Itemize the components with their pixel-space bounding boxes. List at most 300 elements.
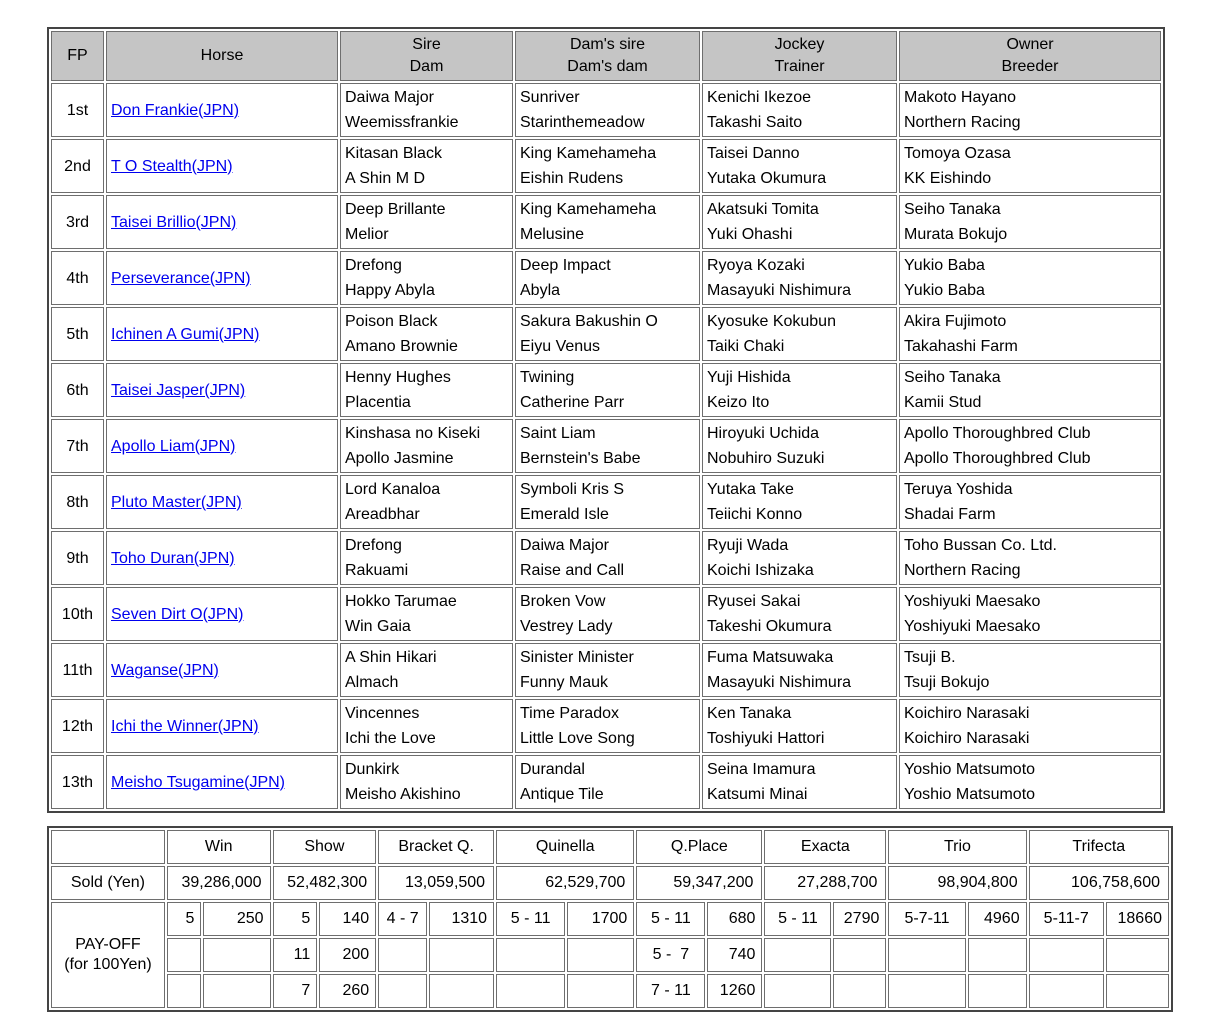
- trifecta-payoff-cell: [1106, 938, 1169, 972]
- jockey-trainer-cell: [702, 531, 897, 585]
- dams-dam-name: Little Love Song: [520, 730, 635, 747]
- bracket-quinella-payoff-cell: 1310: [429, 902, 494, 936]
- horse-cell: [106, 755, 338, 809]
- owner-name: Yoshiyuki Maesako: [904, 593, 1041, 610]
- sire-name: Henny Hughes: [345, 369, 451, 386]
- owner-name: Seiho Tanaka: [904, 201, 1001, 218]
- jockey-trainer-cell: [702, 363, 897, 417]
- jockey-name: Fuma Matsuwaka: [707, 649, 834, 666]
- quinella-place-combo-cell: 5 - 11: [636, 902, 705, 936]
- bracket-quinella-combo-cell: [378, 974, 427, 1008]
- payoff-label-line2: (for 100Yen): [64, 956, 152, 973]
- sire-name: Drefong: [345, 257, 402, 274]
- jockey-trainer-cell: [702, 643, 897, 697]
- dams-sire-name: Daiwa Major: [520, 537, 609, 554]
- jockey-trainer-cell: [702, 587, 897, 641]
- horse-link[interactable]: Meisho Tsugamine(JPN): [111, 773, 285, 791]
- dams-sire-dams-dam-cell: [515, 307, 700, 361]
- sire-name: Lord Kanaloa: [345, 481, 441, 498]
- header-trio: Trio: [888, 830, 1026, 864]
- sold-row: [51, 866, 1169, 900]
- exacta-combo-cell: 5 - 11: [764, 902, 831, 936]
- trainer-name: Katsumi Minai: [707, 786, 808, 803]
- owner-breeder-cell: [899, 195, 1161, 249]
- trifecta-payoff-cell: 18660: [1106, 902, 1169, 936]
- sold-trio: 98,904,800: [888, 866, 1026, 900]
- jockey-name: Kyosuke Kokubun: [707, 313, 836, 330]
- dam-name: Placentia: [345, 394, 411, 411]
- dams-dam-name: Emerald Isle: [520, 506, 609, 523]
- dams-sire-dams-dam-cell: [515, 587, 700, 641]
- header-quinella: Quinella: [496, 830, 634, 864]
- payoff-row-3: [51, 974, 1169, 1008]
- payoff-corner-cell: [51, 830, 165, 864]
- dams-sire-dams-dam-cell: [515, 363, 700, 417]
- header-horse: Horse: [106, 31, 338, 81]
- finish-position: 1st: [51, 83, 104, 137]
- owner-breeder-cell: [899, 83, 1161, 137]
- finish-position: 4th: [51, 251, 104, 305]
- horse-cell: [106, 475, 338, 529]
- quinella-combo-cell: 5 - 11: [496, 902, 565, 936]
- header-fp: FP: [51, 31, 104, 81]
- table-row: [51, 251, 1161, 305]
- sire-name: Kitasan Black: [345, 145, 442, 162]
- sire-dam-cell: [340, 475, 513, 529]
- horse-link[interactable]: Pluto Master(JPN): [111, 493, 242, 511]
- finish-position: 5th: [51, 307, 104, 361]
- header-trifecta: Trifecta: [1029, 830, 1169, 864]
- dam-name: Rakuami: [345, 562, 409, 579]
- breeder-name: Yukio Baba: [904, 282, 985, 299]
- table-row: [51, 83, 1161, 137]
- dams-sire-name: Symboli Kris S: [520, 481, 625, 498]
- show-payoff-cell: 260: [319, 974, 376, 1008]
- dams-dam-name: Antique Tile: [520, 786, 604, 803]
- owner-name: Toho Bussan Co. Ltd.: [904, 537, 1057, 554]
- table-row: [51, 587, 1161, 641]
- dam-name: Almach: [345, 674, 399, 691]
- header-dams-dam: Dam's dam: [567, 58, 648, 75]
- trainer-name: Toshiyuki Hattori: [707, 730, 825, 747]
- show-number-cell: 11: [273, 938, 318, 972]
- header-win: Win: [167, 830, 271, 864]
- exacta-payoff-cell: 2790: [833, 902, 886, 936]
- breeder-name: Shadai Farm: [904, 506, 996, 523]
- win-number-cell: [167, 974, 202, 1008]
- horse-link[interactable]: Toho Duran(JPN): [111, 549, 235, 567]
- horse-cell: [106, 699, 338, 753]
- sire-dam-cell: [340, 83, 513, 137]
- dam-name: Apollo Jasmine: [345, 450, 454, 467]
- finish-position: 10th: [51, 587, 104, 641]
- horse-cell: [106, 195, 338, 249]
- header-show: Show: [273, 830, 377, 864]
- owner-breeder-cell: [899, 699, 1161, 753]
- trainer-name: Keizo Ito: [707, 394, 770, 411]
- owner-breeder-cell: [899, 419, 1161, 473]
- owner-breeder-cell: [899, 307, 1161, 361]
- owner-breeder-cell: [899, 587, 1161, 641]
- trainer-name: Teiichi Konno: [707, 506, 803, 523]
- trainer-name: Yutaka Okumura: [707, 170, 827, 187]
- finish-position: 12th: [51, 699, 104, 753]
- table-row: [51, 643, 1161, 697]
- table-row: [51, 139, 1161, 193]
- dams-sire-name: Sakura Bakushin O: [520, 313, 658, 330]
- jockey-trainer-cell: [702, 195, 897, 249]
- finish-position: 8th: [51, 475, 104, 529]
- jockey-name: Yutaka Take: [707, 481, 794, 498]
- jockey-name: Ryusei Sakai: [707, 593, 801, 610]
- dam-name: Amano Brownie: [345, 338, 458, 355]
- quinella-place-combo-cell: 7 - 11: [636, 974, 705, 1008]
- jockey-name: Hiroyuki Uchida: [707, 425, 820, 442]
- dams-sire-name: Sinister Minister: [520, 649, 634, 666]
- horse-link[interactable]: T O Stealth(JPN): [111, 157, 233, 175]
- dams-sire-name: Twining: [520, 369, 575, 386]
- owner-breeder-cell: [899, 363, 1161, 417]
- sire-dam-cell: [340, 643, 513, 697]
- header-dam: Dam: [409, 58, 444, 75]
- table-row: [51, 419, 1161, 473]
- header-quinella-place: Q.Place: [636, 830, 762, 864]
- dams-sire-dams-dam-cell: [515, 195, 700, 249]
- dams-sire-dams-dam-cell: [515, 643, 700, 697]
- header-exacta: Exacta: [764, 830, 886, 864]
- jockey-name: Taisei Danno: [707, 145, 800, 162]
- dams-sire-dams-dam-cell: [515, 139, 700, 193]
- table-row: [51, 699, 1161, 753]
- sold-win: 39,286,000: [167, 866, 271, 900]
- owner-name: Tomoya Ozasa: [904, 145, 1011, 162]
- dams-sire-name: Deep Impact: [520, 257, 611, 274]
- trio-payoff-cell: 4960: [968, 902, 1027, 936]
- dams-sire-name: Sunriver: [520, 89, 580, 106]
- exacta-payoff-cell: [833, 938, 886, 972]
- header-owner: Owner: [1006, 36, 1054, 53]
- payoff-header-row: [51, 830, 1169, 864]
- results-table-body: [51, 83, 1161, 809]
- payoff-row-1: [51, 902, 1169, 936]
- payoff-label-line1: PAY-OFF: [75, 936, 141, 953]
- trio-payoff-cell: [968, 974, 1027, 1008]
- sire-name: Dunkirk: [345, 761, 400, 778]
- table-row: [51, 475, 1161, 529]
- trainer-name: Koichi Ishizaka: [707, 562, 814, 579]
- payoff-label: [51, 902, 165, 1008]
- sire-dam-cell: [340, 587, 513, 641]
- sold-exacta: 27,288,700: [764, 866, 886, 900]
- horse-link[interactable]: Apollo Liam(JPN): [111, 437, 236, 455]
- table-row: [51, 307, 1161, 361]
- sire-dam-cell: [340, 531, 513, 585]
- trainer-name: Yuki Ohashi: [707, 226, 793, 243]
- quinella-payoff-cell: [567, 938, 634, 972]
- trainer-name: Nobuhiro Suzuki: [707, 450, 825, 467]
- horse-link[interactable]: Ichinen A Gumi(JPN): [111, 325, 260, 343]
- dams-dam-name: Catherine Parr: [520, 394, 625, 411]
- owner-breeder-cell: [899, 643, 1161, 697]
- breeder-name: Northern Racing: [904, 562, 1021, 579]
- header-jockey: Jockey: [774, 36, 825, 53]
- quinella-place-payoff-cell: 740: [707, 938, 762, 972]
- quinella-place-combo-cell: 5 - 7: [636, 938, 705, 972]
- breeder-name: Kamii Stud: [904, 394, 982, 411]
- sold-trifecta: 106,758,600: [1029, 866, 1169, 900]
- show-number-cell: 5: [273, 902, 318, 936]
- horse-cell: [106, 531, 338, 585]
- dams-sire-dams-dam-cell: [515, 83, 700, 137]
- horse-link[interactable]: Seven Dirt O(JPN): [111, 605, 244, 623]
- header-owner-breeder: [899, 31, 1161, 81]
- bracket-quinella-combo-cell: 4 - 7: [378, 902, 427, 936]
- trainer-name: Takashi Saito: [707, 114, 803, 131]
- horse-cell: [106, 587, 338, 641]
- sire-dam-cell: [340, 195, 513, 249]
- sire-dam-cell: [340, 251, 513, 305]
- payoff-row-2: [51, 938, 1169, 972]
- trio-combo-cell: 5-7-11: [888, 902, 965, 936]
- dams-dam-name: Raise and Call: [520, 562, 625, 579]
- dams-sire-dams-dam-cell: [515, 755, 700, 809]
- show-payoff-cell: 140: [319, 902, 376, 936]
- jockey-name: Ken Tanaka: [707, 705, 792, 722]
- owner-name: Tsuji B.: [904, 649, 956, 666]
- owner-name: Makoto Hayano: [904, 89, 1017, 106]
- dams-dam-name: Eiyu Venus: [520, 338, 601, 355]
- breeder-name: Yoshiyuki Maesako: [904, 618, 1041, 635]
- finish-position: 3rd: [51, 195, 104, 249]
- trio-combo-cell: [888, 974, 965, 1008]
- sold-quinella-place: 59,347,200: [636, 866, 762, 900]
- finish-position: 2nd: [51, 139, 104, 193]
- breeder-name: Yoshio Matsumoto: [904, 786, 1036, 803]
- race-results-table: [47, 27, 1165, 813]
- dams-sire-dams-dam-cell: [515, 419, 700, 473]
- horse-cell: [106, 643, 338, 697]
- breeder-name: Takahashi Farm: [904, 338, 1018, 355]
- dams-sire-dams-dam-cell: [515, 699, 700, 753]
- table-row: [51, 755, 1161, 809]
- exacta-combo-cell: [764, 974, 831, 1008]
- sire-name: Poison Black: [345, 313, 438, 330]
- jockey-trainer-cell: [702, 475, 897, 529]
- owner-breeder-cell: [899, 755, 1161, 809]
- breeder-name: Northern Racing: [904, 114, 1021, 131]
- dams-dam-name: Starinthemeadow: [520, 114, 645, 131]
- finish-position: 9th: [51, 531, 104, 585]
- horse-link[interactable]: Taisei Jasper(JPN): [111, 381, 246, 399]
- owner-name: Akira Fujimoto: [904, 313, 1007, 330]
- dam-name: Happy Abyla: [345, 282, 435, 299]
- header-sire: Sire: [412, 36, 441, 53]
- bracket-quinella-combo-cell: [378, 938, 427, 972]
- owner-breeder-cell: [899, 251, 1161, 305]
- dams-sire-name: Durandal: [520, 761, 585, 778]
- win-payoff-cell: [203, 938, 270, 972]
- owner-breeder-cell: [899, 139, 1161, 193]
- dams-dam-name: Funny Mauk: [520, 674, 609, 691]
- finish-position: 6th: [51, 363, 104, 417]
- header-jockey-trainer: [702, 31, 897, 81]
- breeder-name: Tsuji Bokujo: [904, 674, 990, 691]
- owner-name: Seiho Tanaka: [904, 369, 1001, 386]
- dams-sire-name: King Kamehameha: [520, 201, 657, 218]
- dam-name: Weemissfrankie: [345, 114, 459, 131]
- quinella-combo-cell: [496, 974, 565, 1008]
- quinella-payoff-cell: [567, 974, 634, 1008]
- dams-dam-name: Abyla: [520, 282, 561, 299]
- breeder-name: Koichiro Narasaki: [904, 730, 1030, 747]
- jockey-name: Ryoya Kozaki: [707, 257, 805, 274]
- trio-combo-cell: [888, 938, 965, 972]
- quinella-payoff-cell: 1700: [567, 902, 634, 936]
- horse-cell: [106, 363, 338, 417]
- sire-name: Vincennes: [345, 705, 420, 722]
- quinella-combo-cell: [496, 938, 565, 972]
- horse-link[interactable]: Waganse(JPN): [111, 661, 219, 679]
- sire-dam-cell: [340, 363, 513, 417]
- horse-link[interactable]: Perseverance(JPN): [111, 269, 251, 287]
- sire-name: Kinshasa no Kiseki: [345, 425, 481, 442]
- horse-link[interactable]: Taisei Brillio(JPN): [111, 213, 237, 231]
- dams-dam-name: Vestrey Lady: [520, 618, 613, 635]
- dams-sire-name: Time Paradox: [520, 705, 619, 722]
- dams-dam-name: Melusine: [520, 226, 585, 243]
- jockey-name: Seina Imamura: [707, 761, 816, 778]
- sold-show: 52,482,300: [273, 866, 377, 900]
- horse-cell: [106, 251, 338, 305]
- dam-name: Ichi the Love: [345, 730, 436, 747]
- trainer-name: Masayuki Nishimura: [707, 282, 852, 299]
- dams-sire-dams-dam-cell: [515, 475, 700, 529]
- horse-cell: [106, 139, 338, 193]
- dams-sire-name: Saint Liam: [520, 425, 596, 442]
- owner-breeder-cell: [899, 475, 1161, 529]
- trainer-name: Takeshi Okumura: [707, 618, 832, 635]
- dam-name: A Shin M D: [345, 170, 426, 187]
- header-breeder: Breeder: [1001, 58, 1059, 75]
- sire-dam-cell: [340, 699, 513, 753]
- show-number-cell: 7: [273, 974, 318, 1008]
- header-dams-sire-dams-dam: [515, 31, 700, 81]
- finish-position: 7th: [51, 419, 104, 473]
- quinella-place-payoff-cell: 1260: [707, 974, 762, 1008]
- breeder-name: KK Eishindo: [904, 170, 992, 187]
- bracket-quinella-payoff-cell: [429, 938, 494, 972]
- exacta-combo-cell: [764, 938, 831, 972]
- dams-sire-dams-dam-cell: [515, 251, 700, 305]
- table-row: [51, 363, 1161, 417]
- win-payoff-cell: [203, 974, 270, 1008]
- dams-dam-name: Eishin Rudens: [520, 170, 624, 187]
- sold-label: Sold (Yen): [51, 866, 165, 900]
- owner-name: Koichiro Narasaki: [904, 705, 1030, 722]
- jockey-trainer-cell: [702, 419, 897, 473]
- payoff-table: [47, 826, 1173, 1012]
- jockey-trainer-cell: [702, 307, 897, 361]
- trifecta-combo-cell: [1029, 938, 1104, 972]
- jockey-trainer-cell: [702, 755, 897, 809]
- jockey-trainer-cell: [702, 83, 897, 137]
- owner-name: Yoshio Matsumoto: [904, 761, 1036, 778]
- finish-position: 11th: [51, 643, 104, 697]
- horse-link[interactable]: Ichi the Winner(JPN): [111, 717, 259, 735]
- quinella-place-payoff-cell: 680: [707, 902, 762, 936]
- jockey-trainer-cell: [702, 699, 897, 753]
- dam-name: Win Gaia: [345, 618, 411, 635]
- bracket-quinella-payoff-cell: [429, 974, 494, 1008]
- sold-quinella: 62,529,700: [496, 866, 634, 900]
- dams-sire-name: King Kamehameha: [520, 145, 657, 162]
- sire-name: Hokko Tarumae: [345, 593, 457, 610]
- table-row: [51, 195, 1161, 249]
- sire-dam-cell: [340, 307, 513, 361]
- sire-dam-cell: [340, 139, 513, 193]
- sire-name: Daiwa Major: [345, 89, 434, 106]
- owner-name: Yukio Baba: [904, 257, 985, 274]
- header-bracket-quinella: Bracket Q.: [378, 830, 494, 864]
- trifecta-payoff-cell: [1106, 974, 1169, 1008]
- sold-bracket-quinella: 13,059,500: [378, 866, 494, 900]
- breeder-name: Apollo Thoroughbred Club: [904, 450, 1091, 467]
- jockey-name: Ryuji Wada: [707, 537, 789, 554]
- win-number-cell: 5: [167, 902, 202, 936]
- jockey-trainer-cell: [702, 139, 897, 193]
- header-dams-sire: Dam's sire: [569, 36, 646, 53]
- sire-dam-cell: [340, 419, 513, 473]
- dam-name: Areadbhar: [345, 506, 420, 523]
- trifecta-combo-cell: [1029, 974, 1104, 1008]
- jockey-name: Akatsuki Tomita: [707, 201, 819, 218]
- sire-dam-cell: [340, 755, 513, 809]
- jockey-trainer-cell: [702, 251, 897, 305]
- sire-name: A Shin Hikari: [345, 649, 437, 666]
- trainer-name: Taiki Chaki: [707, 338, 785, 355]
- horse-cell: [106, 307, 338, 361]
- owner-name: Teruya Yoshida: [904, 481, 1013, 498]
- dams-sire-dams-dam-cell: [515, 531, 700, 585]
- finish-position: 13th: [51, 755, 104, 809]
- owner-breeder-cell: [899, 531, 1161, 585]
- results-header-row: [51, 31, 1161, 81]
- horse-cell: [106, 419, 338, 473]
- owner-name: Apollo Thoroughbred Club: [904, 425, 1091, 442]
- win-number-cell: [167, 938, 202, 972]
- trio-payoff-cell: [968, 938, 1027, 972]
- show-payoff-cell: 200: [319, 938, 376, 972]
- jockey-name: Yuji Hishida: [707, 369, 791, 386]
- trainer-name: Masayuki Nishimura: [707, 674, 852, 691]
- sire-name: Drefong: [345, 537, 402, 554]
- jockey-name: Kenichi Ikezoe: [707, 89, 812, 106]
- win-payoff-cell: 250: [203, 902, 270, 936]
- dam-name: Meisho Akishino: [345, 786, 461, 803]
- header-trainer: Trainer: [774, 58, 825, 75]
- sire-name: Deep Brillante: [345, 201, 446, 218]
- trifecta-combo-cell: 5-11-7: [1029, 902, 1104, 936]
- horse-link[interactable]: Don Frankie(JPN): [111, 101, 240, 119]
- breeder-name: Murata Bokujo: [904, 226, 1008, 243]
- table-row: [51, 531, 1161, 585]
- exacta-payoff-cell: [833, 974, 886, 1008]
- dams-dam-name: Bernstein's Babe: [520, 450, 641, 467]
- header-sire-dam: [340, 31, 513, 81]
- dams-sire-name: Broken Vow: [520, 593, 606, 610]
- horse-cell: [106, 83, 338, 137]
- dam-name: Melior: [345, 226, 389, 243]
